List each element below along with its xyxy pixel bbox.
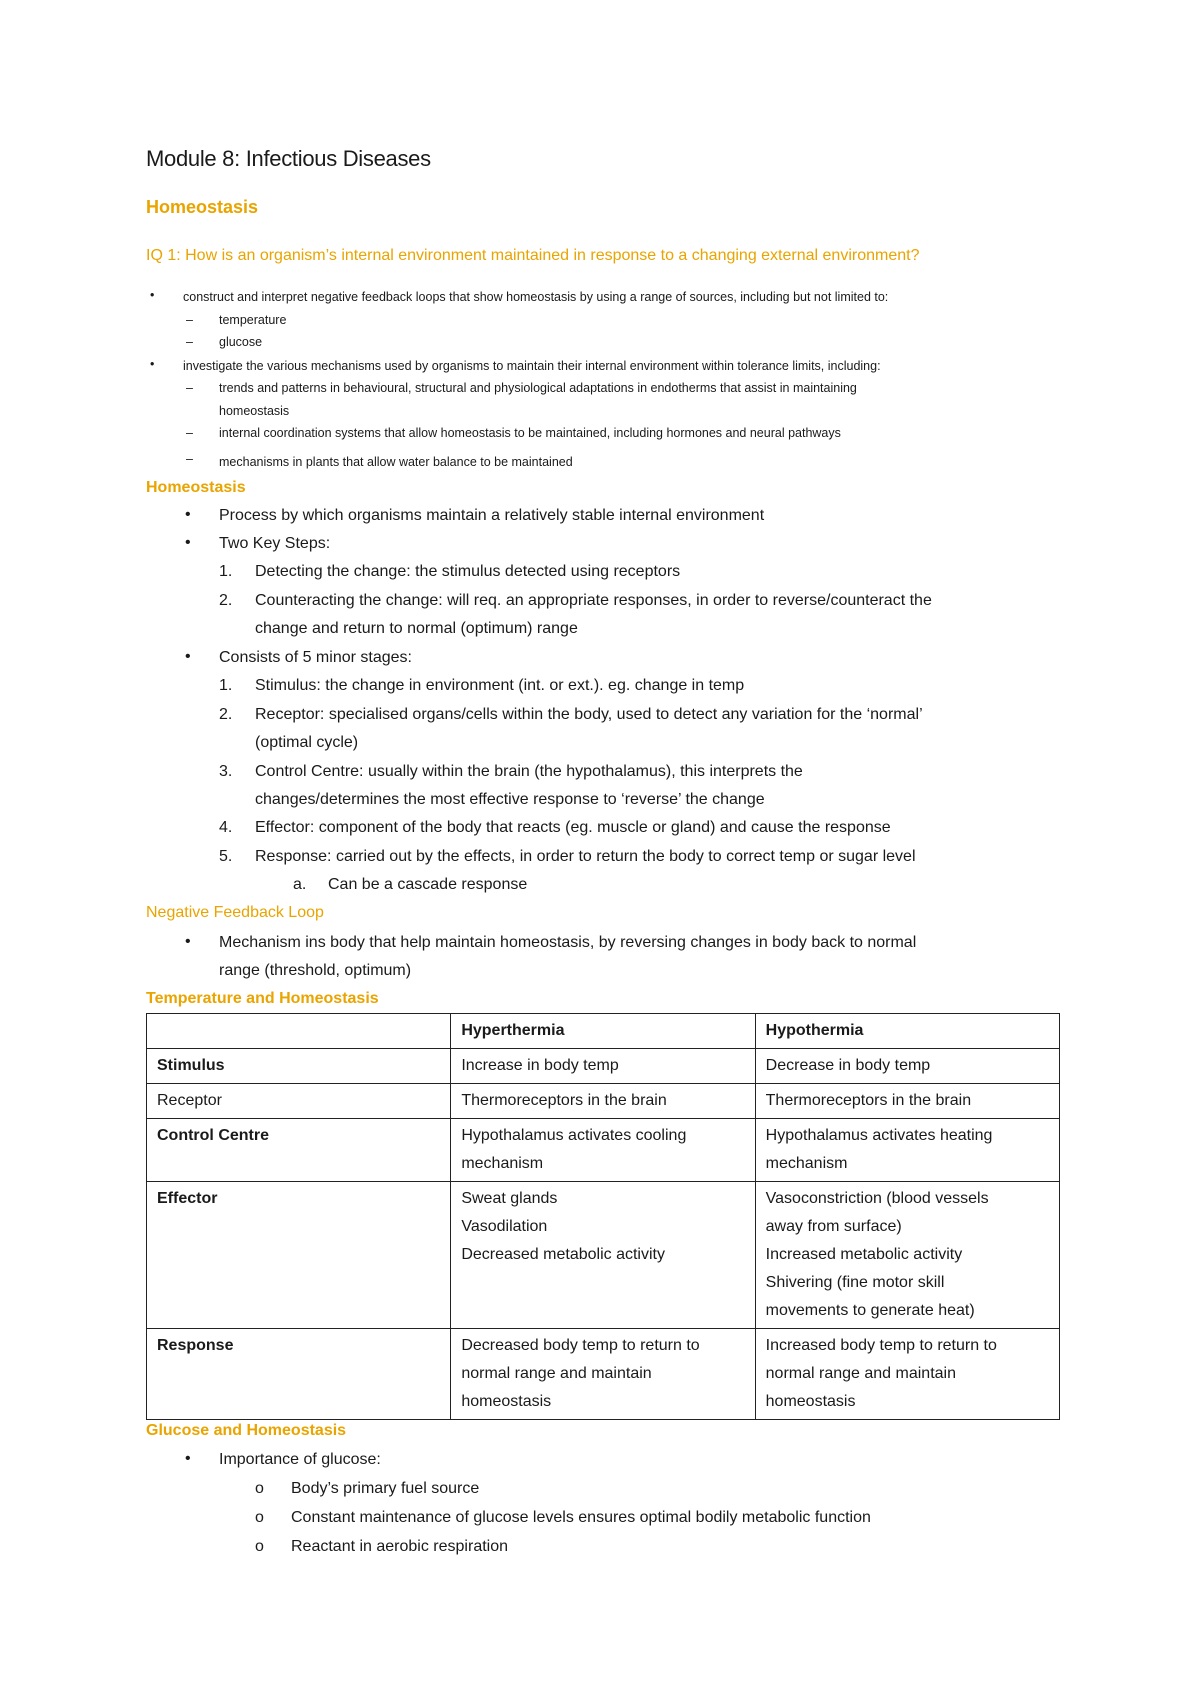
stage-item: Control Centre: usually within the brain (the hypothalamus), this interprets the <box>255 763 803 780</box>
stage-item: Receptor: specialised organs/cells within the body, used to detect any variation for the ‘normal’ <box>255 706 923 723</box>
bullet-marker: • <box>150 357 155 371</box>
cell-line: homeostasis <box>765 1393 856 1410</box>
dash-marker: – <box>186 335 193 349</box>
cell-line: movements to generate heat) <box>765 1302 975 1319</box>
cell-line: Sweat glands <box>461 1190 558 1207</box>
cell-line: Hypothalamus activates cooling <box>461 1127 687 1144</box>
table-row <box>147 1119 1060 1182</box>
cell-line: Vasodilation <box>461 1218 548 1235</box>
number-marker: 2. <box>219 592 233 609</box>
cell-line: Increased metabolic activity <box>765 1246 963 1263</box>
table-row <box>147 1329 1060 1420</box>
note-item: Process by which organisms maintain a relatively stable internal environment <box>219 507 765 524</box>
hyper-cell <box>451 1119 755 1182</box>
row-label: Stimulus <box>147 1049 451 1084</box>
stage-item-cont: changes/determines the most effective response to ‘reverse’ the change <box>255 791 765 808</box>
cell-line: normal range and maintain <box>461 1365 652 1382</box>
temperature-table <box>146 1013 1060 1420</box>
dash-marker: – <box>186 452 193 466</box>
note-item: Two Key Steps: <box>219 535 331 552</box>
glucose-heading: Glucose and Homeostasis <box>146 1422 347 1439</box>
nfl-note: Mechanism ins body that help maintain homeostasis, by reversing changes in body back to normal <box>219 934 917 951</box>
row-label: Control Centre <box>147 1119 451 1182</box>
hypo-cell <box>755 1182 1059 1329</box>
hyper-cell <box>451 1329 755 1420</box>
table-header-cell <box>147 1014 451 1049</box>
cell-line: Decreased body temp to return to <box>461 1337 700 1354</box>
section-heading: Homeostasis <box>146 197 259 217</box>
letter-marker: a. <box>293 876 307 893</box>
hyper-cell <box>451 1049 755 1084</box>
table-header-cell: Hypothermia <box>755 1014 1059 1049</box>
cell-line: homeostasis <box>461 1393 552 1410</box>
cell-line: Increased body temp to return to <box>765 1337 997 1354</box>
stage-subitem: Can be a cascade response <box>328 876 528 893</box>
bullet-marker: • <box>185 1450 191 1467</box>
cell-line: Thermoreceptors in the brain <box>461 1092 667 1109</box>
hyper-cell <box>451 1084 755 1119</box>
hypo-cell <box>755 1119 1059 1182</box>
bullet-marker: • <box>185 648 191 665</box>
inquiry-question: IQ 1: How is an organism’s internal environment maintained in response to a changing external environment? <box>146 247 920 264</box>
cell-line: Vasoconstriction (blood vessels <box>765 1190 989 1207</box>
glucose-subitem: Body’s primary fuel source <box>291 1480 480 1497</box>
bullet-marker: • <box>185 534 191 551</box>
row-label: Receptor <box>147 1084 451 1119</box>
nfl-heading: Negative Feedback Loop <box>146 904 324 921</box>
table-header-cell: Hyperthermia <box>451 1014 755 1049</box>
dash-marker: – <box>186 313 193 327</box>
cell-line: Hypothalamus activates heating <box>765 1127 993 1144</box>
hypo-cell <box>755 1084 1059 1119</box>
nfl-note-cont: range (threshold, optimum) <box>219 962 412 979</box>
hypo-cell <box>755 1329 1059 1420</box>
stage-item: Effector: component of the body that reacts (eg. muscle or gland) and cause the response <box>255 819 891 836</box>
glucose-subitem: Constant maintenance of glucose levels ensures optimal bodily metabolic function <box>291 1509 871 1526</box>
table-row <box>147 1182 1060 1329</box>
number-marker: 2. <box>219 706 233 723</box>
step-item: Detecting the change: the stimulus detected using receptors <box>255 563 681 580</box>
cell-line: Increase in body temp <box>461 1057 619 1074</box>
dash-marker: – <box>186 381 193 395</box>
syllabus-subitem-cont: homeostasis <box>219 404 290 418</box>
cell-line: away from surface) <box>765 1218 902 1235</box>
cell-line: mechanism <box>765 1155 848 1172</box>
cell-line: mechanism <box>461 1155 544 1172</box>
table-header-row <box>147 1014 1060 1049</box>
circle-marker: o <box>255 1480 264 1497</box>
stage-item: Stimulus: the change in environment (int. or ext.). eg. change in temp <box>255 677 745 694</box>
dash-marker: – <box>186 426 193 440</box>
syllabus-subitem: internal coordination systems that allow homeostasis to be maintained, including hormones and neural pathways <box>219 426 841 440</box>
note-item: Consists of 5 minor stages: <box>219 649 412 666</box>
number-marker: 1. <box>219 563 233 580</box>
step-item: Counteracting the change: will req. an appropriate responses, in order to reverse/counteract the <box>255 592 932 609</box>
step-item-cont: change and return to normal (optimum) range <box>255 620 578 637</box>
bullet-marker: • <box>185 933 191 950</box>
glucose-subitem: Reactant in aerobic respiration <box>291 1538 509 1555</box>
row-label: Effector <box>147 1182 451 1329</box>
table-row <box>147 1084 1060 1119</box>
bullet-marker: • <box>185 506 191 523</box>
homeostasis-heading: Homeostasis <box>146 479 246 496</box>
syllabus-item: investigate the various mechanisms used by organisms to maintain their internal environment within tolerance limits, including: <box>183 359 881 373</box>
number-marker: 4. <box>219 819 233 836</box>
stage-item-cont: (optimal cycle) <box>255 734 359 751</box>
syllabus-item: construct and interpret negative feedback loops that show homeostasis by using a range of sources, including but not limited to: <box>183 290 889 304</box>
cell-line: Decreased metabolic activity <box>461 1246 665 1263</box>
syllabus-subitem: mechanisms in plants that allow water balance to be maintained <box>219 455 573 469</box>
number-marker: 5. <box>219 848 233 865</box>
syllabus-subitem: temperature <box>219 313 287 327</box>
cell-line: Thermoreceptors in the brain <box>765 1092 972 1109</box>
number-marker: 1. <box>219 677 233 694</box>
circle-marker: o <box>255 1538 264 1555</box>
stage-item: Response: carried out by the effects, in order to return the body to correct temp or sugar level <box>255 848 916 865</box>
temp-heading: Temperature and Homeostasis <box>146 990 379 1007</box>
hyper-cell <box>451 1182 755 1329</box>
cell-line: Shivering (fine motor skill <box>765 1274 945 1291</box>
row-label: Response <box>147 1329 451 1420</box>
number-marker: 3. <box>219 763 233 780</box>
syllabus-subitem: glucose <box>219 335 263 349</box>
table-row <box>147 1049 1060 1084</box>
circle-marker: o <box>255 1509 264 1526</box>
syllabus-subitem: trends and patterns in behavioural, structural and physiological adaptations in endotherms that assist in maintaining <box>219 381 857 395</box>
glucose-note: Importance of glucose: <box>219 1451 381 1468</box>
bullet-marker: • <box>150 288 155 302</box>
cell-line: Decrease in body temp <box>765 1057 931 1074</box>
hypo-cell <box>755 1049 1059 1084</box>
cell-line: normal range and maintain <box>765 1365 956 1382</box>
page-title: Module 8: Infectious Diseases <box>146 146 431 171</box>
